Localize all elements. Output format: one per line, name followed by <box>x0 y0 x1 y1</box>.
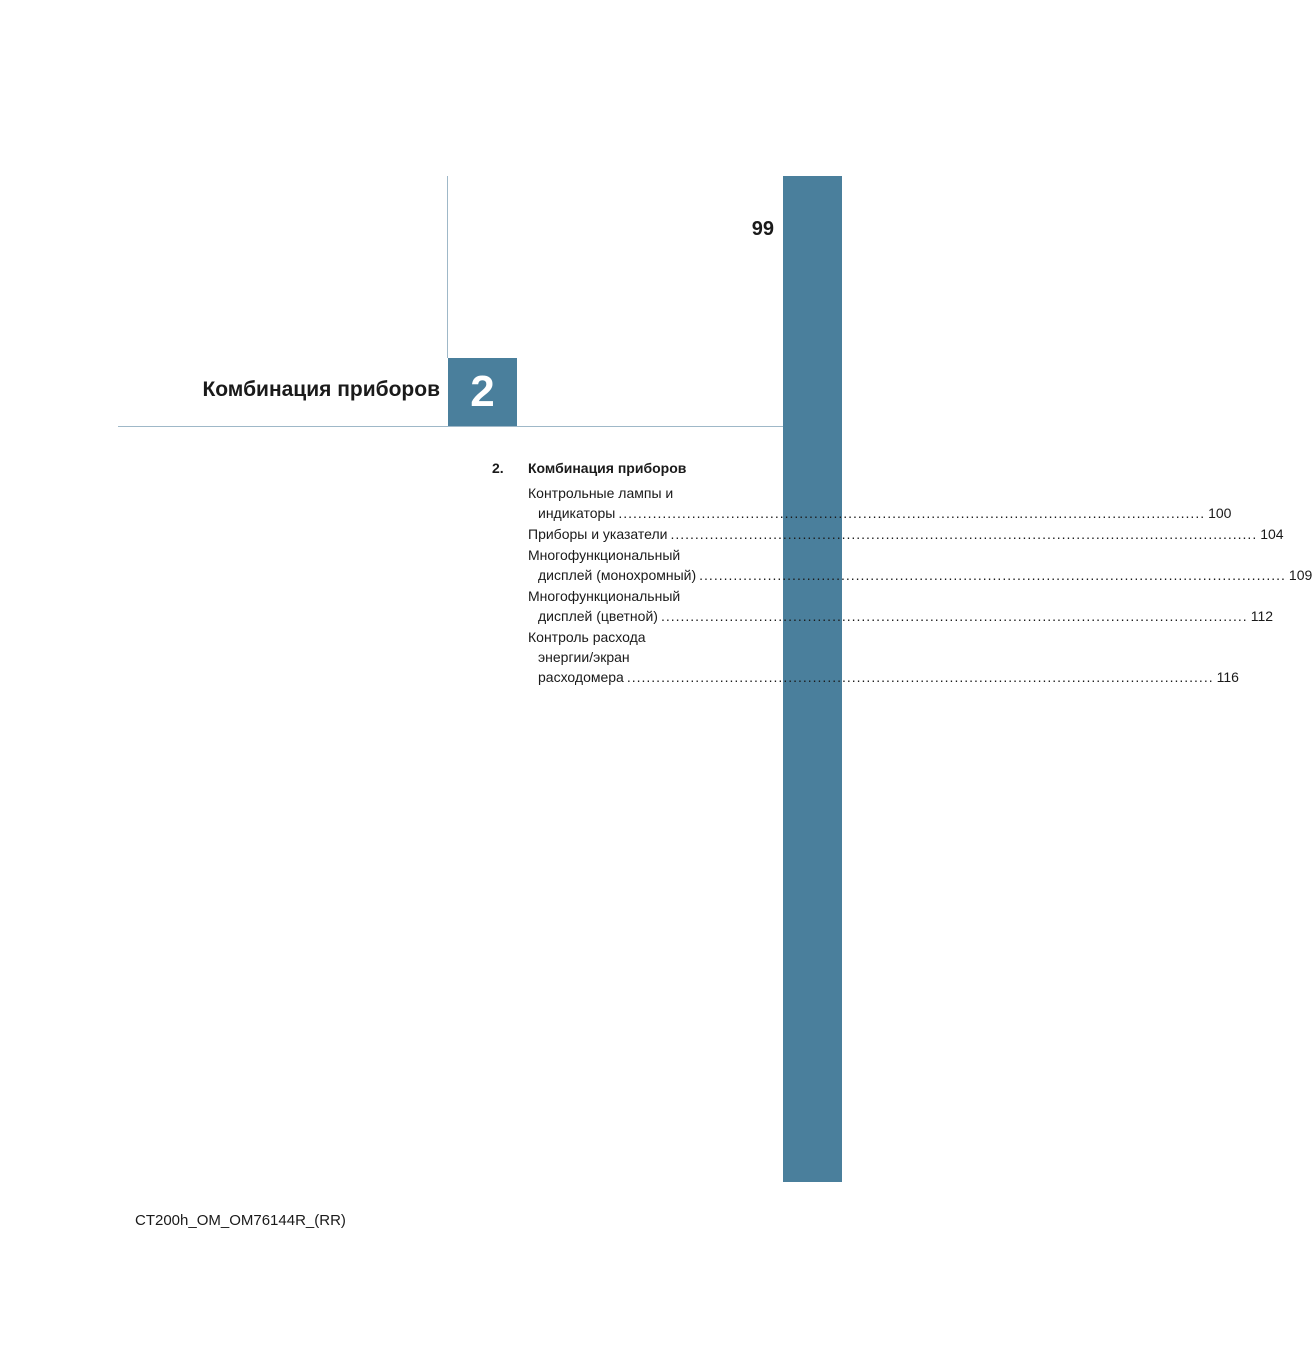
toc-entry-line <box>528 586 740 606</box>
horizontal-rule <box>118 426 783 427</box>
toc-leader-dots: ........................................................................................................................ <box>618 505 1206 521</box>
toc-entry-text: Приборы и указатели <box>528 526 668 542</box>
toc-leader-dots: ........................................................................................................................ <box>660 608 1248 624</box>
chapter-title: Комбинация приборов <box>202 378 440 401</box>
toc-entry[interactable] <box>528 545 1312 585</box>
page-number: 99 <box>751 218 774 240</box>
toc-leader-dots: ........................................................................................................................ <box>699 567 1286 583</box>
toc-entry[interactable] <box>528 483 1232 523</box>
toc-leader-dots: ........................................................................................................................ <box>626 669 1214 685</box>
toc-entry-text: расходомера <box>538 669 624 685</box>
toc-list <box>528 483 1312 688</box>
toc-entry-line <box>528 545 740 565</box>
toc-entry-line <box>528 524 1284 544</box>
toc-heading-title: Комбинация приборов <box>528 460 687 476</box>
toc-entry-line <box>528 483 740 503</box>
toc-entry-line <box>528 565 1312 585</box>
toc-entry-page: 116 <box>1216 669 1239 685</box>
toc-entry[interactable] <box>528 524 1284 544</box>
toc-entry-line <box>528 667 1239 687</box>
vertical-rule <box>447 176 448 358</box>
footer-code: CT200h_OM_OM76144R_(RR) <box>135 1212 346 1229</box>
toc-entry-text: Контроль расхода <box>528 629 646 645</box>
toc-entry-text: энергии/экран <box>538 649 630 665</box>
toc-entry-line <box>528 606 1274 626</box>
toc-entry-text: Контрольные лампы и <box>528 485 674 501</box>
toc-entry[interactable] <box>528 627 1239 687</box>
toc-entry-text: индикаторы <box>538 505 616 521</box>
toc-entry-line <box>528 647 740 667</box>
toc-heading <box>492 460 686 476</box>
toc-heading-number: 2. <box>492 460 504 476</box>
toc-leader-dots: ........................................................................................................................ <box>670 526 1258 542</box>
toc-entry-page: 104 <box>1260 526 1284 542</box>
toc-entry-line <box>528 503 1232 523</box>
toc-entry-text: Многофункциональный <box>528 547 681 563</box>
toc-entry-page: 109 <box>1288 567 1312 583</box>
toc-entry-line <box>528 627 740 647</box>
toc-entry-page: 100 <box>1208 505 1232 521</box>
chapter-number-box: 2 <box>448 358 517 426</box>
toc-entry-page: 112 <box>1250 608 1274 624</box>
toc-entry-text: дисплей (монохромный) <box>538 567 697 583</box>
toc-entry[interactable] <box>528 586 1274 626</box>
toc-entry-text: дисплей (цветной) <box>538 608 658 624</box>
toc-entry-text: Многофункциональный <box>528 588 681 604</box>
